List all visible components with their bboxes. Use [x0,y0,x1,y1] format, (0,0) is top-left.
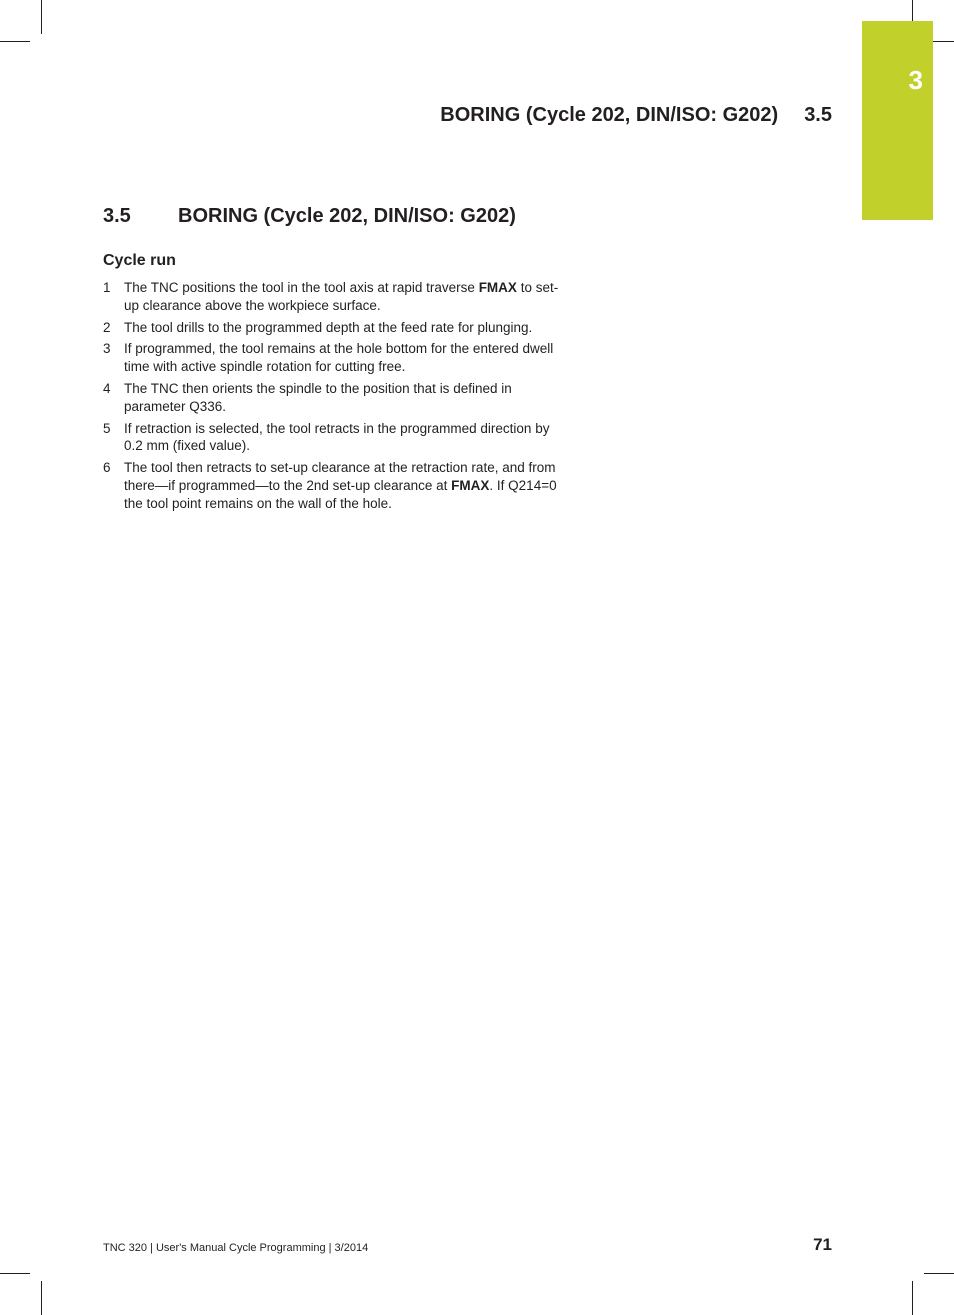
section-title [103,205,516,228]
crop-mark [0,41,30,42]
section-title-text: BORING (Cycle 202, DIN/ISO: G202) [178,205,516,227]
running-header-title: BORING (Cycle 202, DIN/ISO: G202) [440,104,779,126]
step-number: 3 [103,341,111,357]
subheading: Cycle run [103,252,176,269]
step-number: 1 [103,280,111,295]
step-text: If programmed, the tool remains at the hole bottom for the entered dwell time with active spindle rotation for cutting free. [124,341,554,375]
step-item [103,279,563,315]
crop-mark [0,1273,30,1274]
step-text: The tool drills to the programmed depth at the feed rate for plunging. [124,319,533,335]
step-keyword: FMAX [451,477,490,493]
crop-mark [912,1281,913,1315]
section-number: 3.5 [103,205,131,227]
step-text: . If Q214=0 the tool point remains on the wall of the hole. [124,477,557,511]
step-text: The TNC positions the tool in the tool axis at rapid traverse [124,280,479,295]
step-text: If retraction is selected, the tool retracts in the programmed direction by 0.2 mm (fixed value). [124,420,550,454]
step-text: to set-up clearance above the workpiece surface. [124,280,559,313]
steps-list [103,279,563,517]
step-text: The TNC then orients the spindle to the position that is defined in parameter Q336. [124,380,512,414]
step-item [103,380,563,416]
step-text: The tool then retracts to set-up clearance at the retraction rate, and from there—if programmed—to the 2nd set-up clearance at [124,460,556,493]
footer-text: TNC 320 | User's Manual Cycle Programming | 3/2014 [103,1242,369,1254]
step-number: 4 [103,380,111,396]
crop-mark [924,1273,954,1274]
step-number: 2 [103,319,111,335]
chapter-number: 3 [908,65,923,95]
step-item [103,319,563,337]
step-item [103,420,563,456]
chapter-tab [862,21,933,220]
crop-mark [41,0,42,34]
step-number: 5 [103,420,111,436]
step-item [103,340,563,376]
step-number: 6 [103,460,111,476]
page-number: 71 [813,1235,832,1254]
step-keyword: FMAX [478,280,517,295]
crop-mark [41,1281,42,1315]
step-item [103,459,563,512]
running-header-section: 3.5 [804,104,832,126]
running-header [440,104,832,127]
